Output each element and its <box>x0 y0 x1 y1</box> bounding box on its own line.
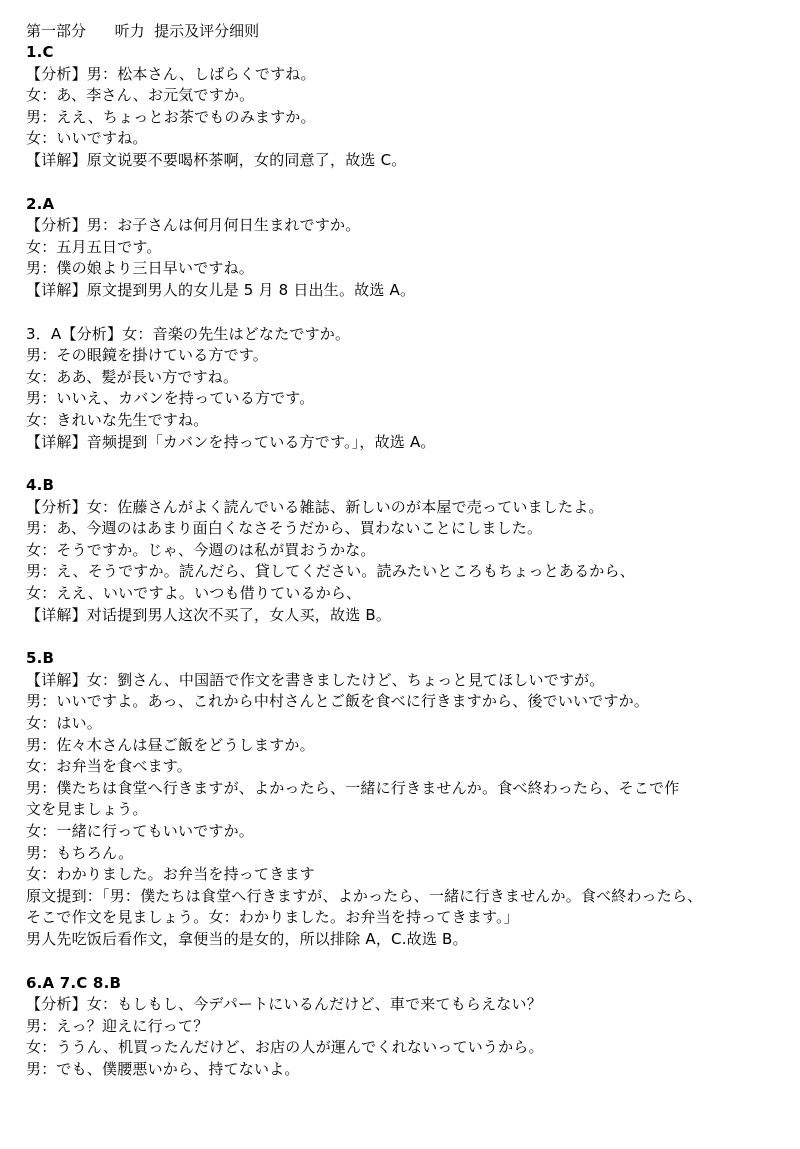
section-1 <box>26 42 780 172</box>
text-line: 男：あ、今週のはあまり面白くなさそうだから、買わないことにしました。 <box>26 519 543 538</box>
text-line: 女：わかりました。お弁当を持ってきます <box>26 865 315 884</box>
text-line: そこで作文を見ましょう。女：わかりました。お弁当を持ってきます。」 <box>26 908 519 927</box>
text-line: 男：えっ？迎えに行って？ <box>26 1016 209 1035</box>
text-line: 【详解】原文说要不要喝杯茶啊，女的同意了，故选 C。 <box>26 150 407 169</box>
text-line: 女：ああ、髪が長い方ですね。 <box>26 367 239 386</box>
section-heading: 5.B <box>26 649 55 668</box>
text-line: 男：その眼鏡を掛けている方です。 <box>26 346 269 365</box>
section-heading: 3．A【分析】女：音楽の先生はどなたですか。 <box>26 324 351 343</box>
text-line: 女：そうですか。じゃ、今週のは私が買おうかな。 <box>26 540 376 559</box>
text-line: 文を見ましょう。 <box>26 800 148 819</box>
text-line: 男：僕の娘より三日早いですね。 <box>26 259 255 278</box>
text-line: 男：でも、僕腰悪いから、持てないよ。 <box>26 1059 300 1078</box>
section-heading: 4.B <box>26 476 55 495</box>
text-line: 女：ええ、いいですよ。いつも借りているから、 <box>26 584 362 603</box>
text-line: 女：五月五日です。 <box>26 237 162 256</box>
text-line: 【详解】原文提到男人的女儿是 5 月 8 日出生。故选 A。 <box>26 280 416 299</box>
text-line: 男：え、そうですか。読んだら、貸してください。読みたいところもちょっとあるから、 <box>26 562 635 581</box>
text-line: 男：もちろん。 <box>26 843 134 862</box>
text-line: 女：はい。 <box>26 714 103 733</box>
spacer <box>26 626 780 648</box>
spacer <box>26 453 780 475</box>
text-line: 【详解】音频提到「カバンを持っている方です。」，故选 A。 <box>26 432 436 451</box>
section-3 <box>26 324 780 454</box>
text-line: 【详解】对话提到男人这次不买了，女人买，故选 B。 <box>26 605 392 624</box>
text-line: 【分析】女：佐藤さんがよく読んでいる雑誌、新しいのが本屋で売っていましたよ。 <box>26 497 604 516</box>
text-line: 女：お弁当を食べます。 <box>26 757 193 776</box>
page-title: 第一部分 听力 提示及评分细则 <box>26 22 260 40</box>
text-line: 男：いいえ、カバンを持っている方です。 <box>26 389 315 408</box>
text-line: 【详解】女：劉さん、中国語で作文を書きましたけど、ちょっと見てほしいですが。 <box>26 670 605 689</box>
text-line: 女：一緒に行ってもいいですか。 <box>26 822 255 840</box>
section-heading: 6.A 7.C 8.B <box>26 973 122 992</box>
text-line: 女：ううん、机買ったんだけど、お店の人が運んでくれないっていうから。 <box>26 1038 544 1057</box>
text-line: 【分析】男：お子さんは何月何日生まれですか。 <box>26 216 361 235</box>
section-2 <box>26 194 780 302</box>
text-line: 男：ええ、ちょっとお茶でものみますか。 <box>26 107 316 126</box>
spacer <box>26 172 780 194</box>
section-4 <box>26 475 780 626</box>
text-line: 原文提到：「男：僕たちは食堂へ行きますが、よかったら、一緒に行きませんか。食べ終わったら、 <box>26 886 703 905</box>
section-heading: 2.A <box>26 194 55 213</box>
text-line: 男：佐々木さんは昼ご飯をどうしますか。 <box>26 735 315 754</box>
text-line: 【分析】女：もしもし、今デパートにいるんだけど、車で来てもらえない？ <box>26 995 542 1014</box>
section-heading: 1.C <box>26 43 54 61</box>
section-5 <box>26 648 780 950</box>
spacer <box>26 951 780 973</box>
text-line: 【分析】男：松本さん、しばらくですね。 <box>26 64 316 83</box>
text-line: 男：いいですよ。あっ、これから中村さんとご飯を食べに行きますから、後でいいですか。 <box>26 692 650 711</box>
text-line: 女：いいですね。 <box>26 129 148 148</box>
text-line: 男：僕たちは食堂へ行きますが、よかったら、一緒に行きませんか。食べ終わったら、そこで作 <box>26 778 680 797</box>
spacer <box>26 302 780 324</box>
text-line: 女：きれいな先生ですね。 <box>26 410 209 429</box>
text-line: 男人先吃饭后看作文，拿便当的是女的，所以排除 A，C.故选 B。 <box>26 929 468 948</box>
text-line: 女：あ、李さん、お元気ですか。 <box>26 86 255 105</box>
section-6 <box>26 973 780 1081</box>
